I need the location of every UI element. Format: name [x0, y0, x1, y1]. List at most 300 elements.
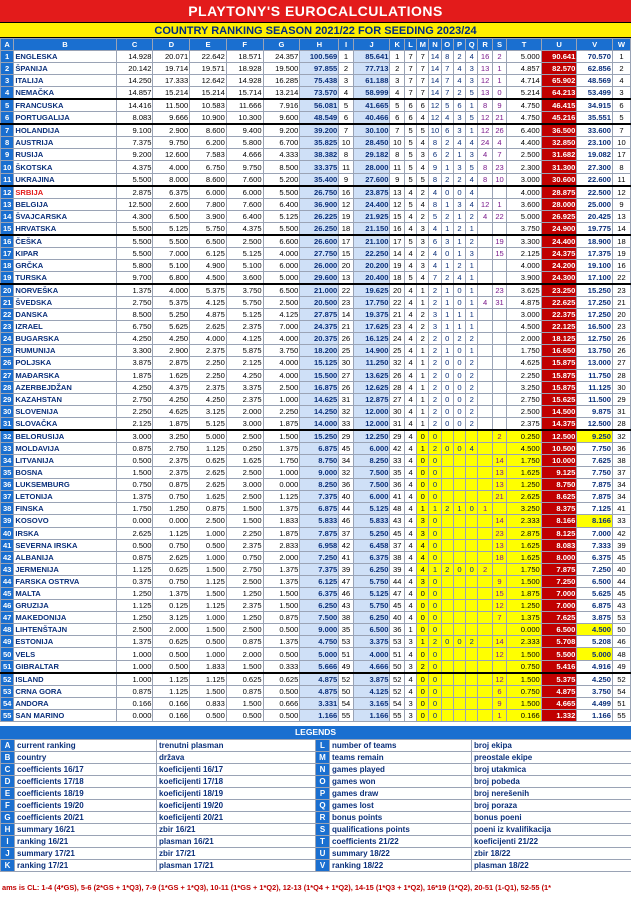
cell-w: 51 — [613, 697, 631, 709]
legend-label-en: coefficients 19/20 — [15, 800, 157, 812]
cell-f: 2.375 — [226, 393, 263, 405]
table-row — [1, 503, 631, 515]
cell-g: 2.500 — [263, 381, 300, 393]
cell-u: 15.875 — [541, 357, 577, 369]
cell-i: 1 — [339, 51, 353, 63]
cell-r — [478, 345, 492, 357]
cell-i: 38 — [339, 612, 353, 624]
legend-label-en: ranking 18/22 — [330, 860, 472, 872]
cell-v: 5.208 — [577, 636, 613, 648]
cell-v: 22.600 — [577, 173, 613, 186]
cell-w: 3 — [613, 87, 631, 100]
cell-v: 7.875 — [577, 479, 613, 491]
cell-e: 0.500 — [190, 539, 227, 551]
country-name: GIBRALTAR — [14, 660, 116, 673]
cell-e: 0.833 — [190, 697, 227, 709]
cell-j: 28.450 — [353, 137, 390, 149]
legend-key: D — [1, 776, 15, 788]
cell-s: 15 — [492, 588, 506, 600]
legend-label-sr: poeni iz kvalifikacija — [472, 824, 631, 836]
cell-p — [453, 575, 465, 587]
cell-t: 1.500 — [507, 673, 542, 686]
cell-c: 0.875 — [116, 442, 153, 454]
legend-label-sr: koeficijenti 17/18 — [157, 776, 316, 788]
cell-g: 1.750 — [263, 454, 300, 466]
cell-v: 22.500 — [577, 186, 613, 199]
table-row — [1, 491, 631, 503]
cell-s: 6 — [492, 685, 506, 697]
cell-m: 4 — [417, 112, 429, 125]
cell-m: 1 — [417, 284, 429, 297]
rank-cell: 18 — [1, 259, 14, 271]
rank-cell: 15 — [1, 222, 14, 235]
cell-e: 1.500 — [190, 588, 227, 600]
cell-p: 0 — [453, 381, 465, 393]
cell-i: 53 — [339, 636, 353, 648]
cell-o: 7 — [441, 75, 453, 87]
table-row — [1, 588, 631, 600]
rank-cell: 22 — [1, 309, 14, 321]
cell-i: 49 — [339, 660, 353, 673]
cell-m: 1 — [417, 296, 429, 308]
cell-f: 5.750 — [226, 296, 263, 308]
cell-w: 28 — [613, 417, 631, 430]
cell-h: 9.000 — [300, 467, 339, 479]
rank-cell: 54 — [1, 697, 14, 709]
table-row — [1, 369, 631, 381]
cell-l: 7 — [404, 75, 416, 87]
cell-r — [478, 539, 492, 551]
cell-p: 0 — [453, 345, 465, 357]
cell-w: 26 — [613, 333, 631, 345]
cell-t: 1.500 — [507, 575, 542, 587]
table-row — [1, 321, 631, 333]
cell-i: 22 — [339, 284, 353, 297]
cell-r: 12 — [478, 198, 492, 210]
cell-d: 5.375 — [153, 296, 190, 308]
cell-l: 4 — [404, 417, 416, 430]
cell-j: 6.000 — [353, 491, 390, 503]
cell-m: 3 — [417, 149, 429, 161]
cell-d: 7.000 — [153, 247, 190, 259]
cell-q: 1 — [466, 259, 478, 271]
cell-w: 26 — [613, 345, 631, 357]
cell-r — [478, 527, 492, 539]
cell-l: 3 — [404, 697, 416, 709]
cell-o — [441, 454, 453, 466]
cell-k: 14 — [390, 247, 404, 259]
cell-o: 2 — [441, 149, 453, 161]
cell-e: 1.000 — [190, 612, 227, 624]
cell-w: 1 — [613, 51, 631, 63]
cell-s: 13 — [492, 539, 506, 551]
cell-k: 17 — [390, 235, 404, 248]
country-name: NORVEŠKA — [14, 284, 116, 297]
cell-w: 32 — [613, 430, 631, 443]
cell-s: 7 — [492, 149, 506, 161]
cell-t: 2.375 — [507, 417, 542, 430]
cell-g: 7.000 — [263, 321, 300, 333]
rank-cell: 20 — [1, 284, 14, 297]
rank-cell: 30 — [1, 405, 14, 417]
legend-label-sr: plasman 18/22 — [472, 860, 631, 872]
cell-k: 47 — [390, 588, 404, 600]
legend-key: L — [316, 740, 330, 752]
cell-q — [466, 648, 478, 660]
legend-label-en: bonus points — [330, 812, 472, 824]
cell-l: 4 — [404, 563, 416, 575]
cell-v: 11.500 — [577, 393, 613, 405]
cell-m: 2 — [417, 309, 429, 321]
country-name: LETONIJA — [14, 491, 116, 503]
cell-c: 2.625 — [116, 527, 153, 539]
cell-o: 0 — [441, 417, 453, 430]
cell-v: 1.166 — [577, 709, 613, 721]
cell-s — [492, 271, 506, 284]
cell-j: 17.750 — [353, 296, 390, 308]
cell-f: 0.750 — [226, 551, 263, 563]
cell-f: 3.000 — [226, 479, 263, 491]
cell-o — [441, 600, 453, 612]
country-name: AUSTRIJA — [14, 137, 116, 149]
legend-label-sr: zbir 16/21 — [157, 824, 316, 836]
cell-d: 11.500 — [153, 99, 190, 112]
cell-m: 5 — [417, 173, 429, 186]
cell-h: 75.438 — [300, 75, 339, 87]
cell-v: 19.082 — [577, 149, 613, 161]
cell-r — [478, 588, 492, 600]
rank-cell: 27 — [1, 369, 14, 381]
table-row — [1, 271, 631, 284]
country-name: GRUZIJA — [14, 600, 116, 612]
cell-r — [478, 454, 492, 466]
cell-v: 9.250 — [577, 430, 613, 443]
cell-l: 4 — [404, 612, 416, 624]
cell-v: 3.750 — [577, 685, 613, 697]
cell-i: 8 — [339, 149, 353, 161]
cell-v: 23.100 — [577, 137, 613, 149]
column-header-f: F — [226, 39, 263, 51]
rank-cell: 10 — [1, 161, 14, 173]
legend-row — [1, 800, 631, 812]
cell-d: 1.250 — [153, 503, 190, 515]
cell-m: 4 — [417, 551, 429, 563]
cell-h: 26.225 — [300, 210, 339, 222]
column-header-c: C — [116, 39, 153, 51]
cell-e: 1.500 — [190, 685, 227, 697]
cell-c: 1.125 — [116, 600, 153, 612]
cell-w: 30 — [613, 381, 631, 393]
cell-g: 4.000 — [263, 333, 300, 345]
cell-k: 36 — [390, 479, 404, 491]
cell-j: 1.166 — [353, 709, 390, 721]
country-name: ALBANIJA — [14, 551, 116, 563]
cell-h: 33.375 — [300, 161, 339, 173]
cell-w: 16 — [613, 259, 631, 271]
cell-t: 5.214 — [507, 87, 542, 100]
cell-s: 14 — [492, 515, 506, 527]
cell-h: 26.750 — [300, 186, 339, 199]
country-name: KAZAHSTAN — [14, 393, 116, 405]
cell-v: 11.125 — [577, 381, 613, 393]
cell-q: 2 — [466, 417, 478, 430]
cell-t: 1.875 — [507, 588, 542, 600]
cell-n: 1 — [429, 563, 441, 575]
cell-l: 5 — [404, 271, 416, 284]
cell-r: 8 — [478, 99, 492, 112]
cell-k: 37 — [390, 539, 404, 551]
legend-key: J — [1, 848, 15, 860]
cell-p — [453, 660, 465, 673]
cell-s: 1 — [492, 75, 506, 87]
cell-t: 1.250 — [507, 479, 542, 491]
cell-r — [478, 333, 492, 345]
table-row — [1, 75, 631, 87]
cell-n: 0 — [429, 673, 441, 686]
country-name: PORTUGALIJA — [14, 112, 116, 125]
cell-d: 3.250 — [153, 430, 190, 443]
cell-h: 73.570 — [300, 87, 339, 100]
cell-p: 2 — [453, 259, 465, 271]
cell-h: 7.500 — [300, 612, 339, 624]
table-row — [1, 333, 631, 345]
cell-g: 3.750 — [263, 345, 300, 357]
cell-q: 1 — [466, 271, 478, 284]
cell-f: 6.000 — [226, 186, 263, 199]
cell-o: 2 — [441, 563, 453, 575]
country-name: BELGIJA — [14, 198, 116, 210]
cell-e: 1.000 — [190, 551, 227, 563]
cell-t: 5.000 — [507, 210, 542, 222]
cell-r — [478, 284, 492, 297]
country-name: UKRAJINA — [14, 173, 116, 186]
legend-label-sr: broj poraza — [472, 800, 631, 812]
cell-u: 22.625 — [541, 296, 577, 308]
legend-label-sr: država — [157, 752, 316, 764]
cell-r — [478, 673, 492, 686]
cell-t: 2.250 — [507, 369, 542, 381]
cell-s — [492, 660, 506, 673]
cell-e: 2.375 — [190, 381, 227, 393]
cell-m: 4 — [417, 137, 429, 149]
cell-m: 7 — [417, 75, 429, 87]
cell-g: 1.875 — [263, 527, 300, 539]
cell-q: 2 — [466, 210, 478, 222]
cell-q: 2 — [466, 369, 478, 381]
cell-w: 20 — [613, 309, 631, 321]
cell-c: 5.800 — [116, 259, 153, 271]
table-row — [1, 527, 631, 539]
cell-h: 8.250 — [300, 479, 339, 491]
cell-r: 12 — [478, 75, 492, 87]
cell-e: 4.250 — [190, 393, 227, 405]
cell-e: 6.750 — [190, 161, 227, 173]
cell-p: 1 — [453, 149, 465, 161]
cell-o — [441, 624, 453, 636]
legend-row — [1, 836, 631, 848]
cell-o: 4 — [441, 112, 453, 125]
cell-s: 1 — [492, 198, 506, 210]
cell-e: 7.800 — [190, 198, 227, 210]
cell-w: 50 — [613, 624, 631, 636]
cell-g: 4.000 — [263, 247, 300, 259]
table-row — [1, 173, 631, 186]
cell-u: 28.000 — [541, 198, 577, 210]
country-name: RUSIJA — [14, 149, 116, 161]
cell-u: 10.000 — [541, 454, 577, 466]
cell-l: 4 — [404, 381, 416, 393]
cell-l: 6 — [404, 99, 416, 112]
cell-l: 4 — [404, 685, 416, 697]
cell-q: 2 — [466, 405, 478, 417]
cell-e: 19.571 — [190, 63, 227, 75]
cell-p: 0 — [453, 369, 465, 381]
cell-i: 40 — [339, 491, 353, 503]
cell-l: 4 — [404, 259, 416, 271]
cell-m: 0 — [417, 588, 429, 600]
cell-j: 6.250 — [353, 612, 390, 624]
cell-e: 1.625 — [190, 491, 227, 503]
legend-row — [1, 848, 631, 860]
cell-v: 16.500 — [577, 321, 613, 333]
cell-n: 0 — [429, 600, 441, 612]
cell-w: 18 — [613, 235, 631, 248]
table-row — [1, 63, 631, 75]
cell-v: 7.000 — [577, 527, 613, 539]
cell-r — [478, 660, 492, 673]
cell-v: 8.166 — [577, 515, 613, 527]
country-name: ŠKOTSKA — [14, 161, 116, 173]
rank-cell: 7 — [1, 124, 14, 137]
cell-o: 1 — [441, 161, 453, 173]
legend-label-en: summary 17/21 — [15, 848, 157, 860]
legend-label-en: coefficients 21/22 — [330, 836, 472, 848]
cell-k: 30 — [390, 405, 404, 417]
cell-w: 6 — [613, 99, 631, 112]
cell-h: 6.250 — [300, 600, 339, 612]
cell-t: 2.333 — [507, 515, 542, 527]
cell-t: 4.875 — [507, 296, 542, 308]
cell-f: 2.000 — [226, 405, 263, 417]
cell-l: 4 — [404, 393, 416, 405]
table-row — [1, 247, 631, 259]
cell-t: 5.000 — [507, 51, 542, 63]
cell-q — [466, 527, 478, 539]
cell-j: 5.125 — [353, 588, 390, 600]
cell-h: 20.500 — [300, 296, 339, 308]
cell-m: 7 — [417, 87, 429, 100]
rank-cell: 17 — [1, 247, 14, 259]
rank-cell: 52 — [1, 673, 14, 686]
cell-l: 4 — [404, 673, 416, 686]
cell-c: 20.142 — [116, 63, 153, 75]
cell-w: 14 — [613, 222, 631, 235]
cell-e: 2.625 — [190, 321, 227, 333]
cell-e: 1.125 — [190, 673, 227, 686]
legend-label-en: games draw — [330, 788, 472, 800]
cell-f: 1.500 — [226, 697, 263, 709]
cell-r — [478, 321, 492, 333]
cell-f: 10.300 — [226, 112, 263, 125]
cell-h: 27.875 — [300, 309, 339, 321]
table-row — [1, 112, 631, 125]
rank-cell: 23 — [1, 321, 14, 333]
cell-s: 4 — [492, 137, 506, 149]
cell-s — [492, 442, 506, 454]
cell-d: 5.100 — [153, 259, 190, 271]
cell-m: 0 — [417, 624, 429, 636]
cell-t: 3.900 — [507, 271, 542, 284]
cell-s: 23 — [492, 527, 506, 539]
cell-f: 4.375 — [226, 222, 263, 235]
legend-row — [1, 764, 631, 776]
cell-s — [492, 333, 506, 345]
cell-e: 1.500 — [190, 563, 227, 575]
cell-w: 31 — [613, 405, 631, 417]
cell-j: 20.400 — [353, 271, 390, 284]
cell-h: 15.500 — [300, 369, 339, 381]
cell-c: 5.500 — [116, 173, 153, 186]
cell-i: 36 — [339, 479, 353, 491]
cell-p: 2 — [453, 87, 465, 100]
cell-w: 12 — [613, 186, 631, 199]
cell-r: 4 — [478, 210, 492, 222]
cell-l: 5 — [404, 173, 416, 186]
cell-s: 21 — [492, 112, 506, 125]
country-name: ŠVEDSKA — [14, 296, 116, 308]
page-subtitle: COUNTRY RANKING SEASON 2021/22 FOR SEEDING 2023/24 — [0, 22, 631, 38]
cell-i: 5 — [339, 99, 353, 112]
cell-o — [441, 527, 453, 539]
cell-w: 27 — [613, 357, 631, 369]
legend-label-sr: broj nerešenih — [472, 788, 631, 800]
cell-n: 2 — [429, 296, 441, 308]
cell-f: 5.125 — [226, 309, 263, 321]
cell-i: 3 — [339, 75, 353, 87]
cell-r — [478, 600, 492, 612]
cell-m: 2 — [417, 660, 429, 673]
cell-f: 7.600 — [226, 198, 263, 210]
cell-p — [453, 697, 465, 709]
cell-w: 8 — [613, 161, 631, 173]
cell-g: 1.375 — [263, 575, 300, 587]
cell-r — [478, 271, 492, 284]
cell-d: 0.000 — [153, 515, 190, 527]
cell-t: 0.250 — [507, 430, 542, 443]
country-name: BUGARSKA — [14, 333, 116, 345]
cell-r: 12 — [478, 124, 492, 137]
cell-i: 37 — [339, 527, 353, 539]
cell-p: 0 — [453, 393, 465, 405]
cell-i: 12 — [339, 198, 353, 210]
cell-t: 4.500 — [507, 321, 542, 333]
cell-g: 6.700 — [263, 137, 300, 149]
cell-h: 26.600 — [300, 235, 339, 248]
cell-g: 0.875 — [263, 612, 300, 624]
cell-o: 5 — [441, 99, 453, 112]
cell-r: 1 — [478, 503, 492, 515]
cell-t: 2.625 — [507, 491, 542, 503]
cell-f: 5.800 — [226, 137, 263, 149]
cell-u: 5.500 — [541, 648, 577, 660]
cell-d: 9.666 — [153, 112, 190, 125]
cell-u: 7.000 — [541, 588, 577, 600]
cell-d: 2.000 — [153, 624, 190, 636]
cell-u: 26.925 — [541, 210, 577, 222]
cell-w: 34 — [613, 479, 631, 491]
cell-e: 2.375 — [190, 345, 227, 357]
cell-h: 7.875 — [300, 527, 339, 539]
